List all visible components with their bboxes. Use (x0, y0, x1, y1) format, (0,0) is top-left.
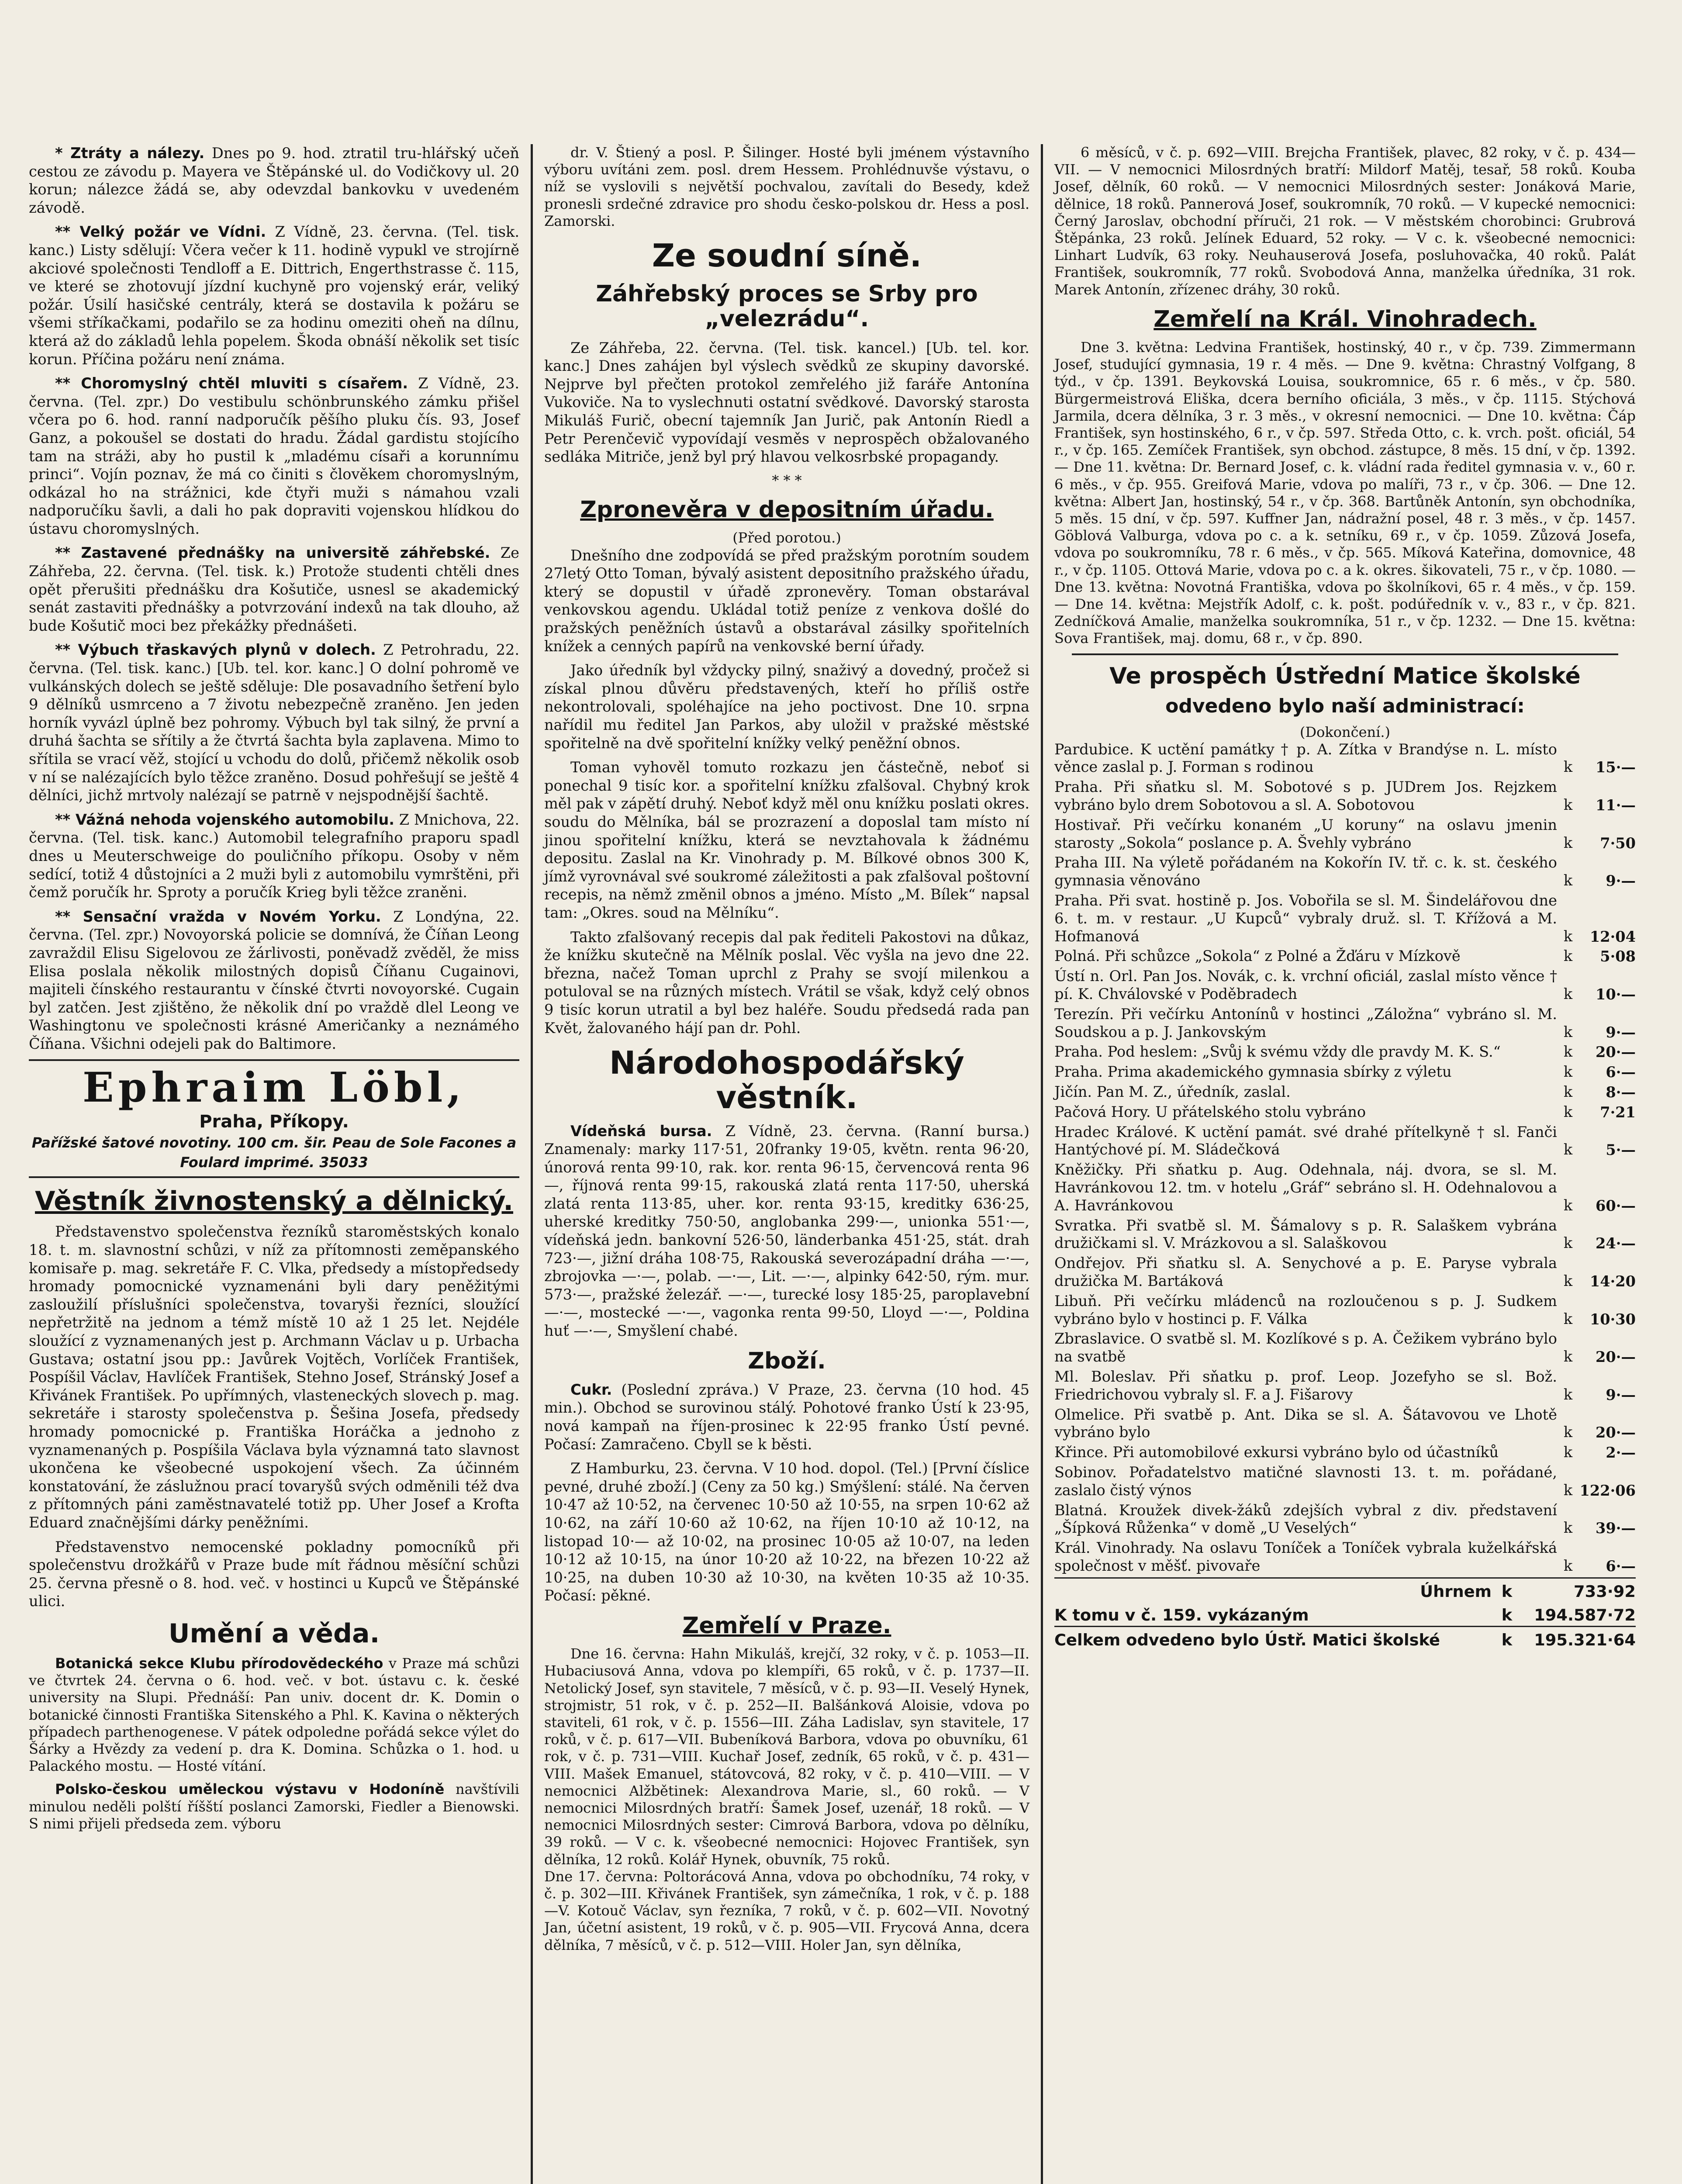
embezzle-subtitle: (Před porotou.) (732, 529, 841, 546)
science-item (29, 1781, 519, 1832)
donation-text: Libuň. Při večírku mládenců na rozloučenou s p. J. Sudkem vybráno bylo v hostinci p. F. Válka (1054, 1292, 1557, 1327)
econ-text: (Poslední zpráva.) V Praze, 23. června (10 hod. 45 min.). Obchod se surovinou stálý. Pohotové franko Ústí k 23·95, nová kampaň na říjen-prosinec k 22·95 franko Ústí pevné. Počasí: Zamračeno. Cbyll se k běsti. (544, 1381, 1029, 1453)
donation-amount: 24·— (1596, 1234, 1636, 1252)
donation-row (1054, 1254, 1636, 1290)
matice-subtitle: odvedeno bylo naší administrací: (1165, 695, 1525, 717)
donation-amount: 20·— (1596, 1043, 1636, 1061)
grand-total-row (1054, 1626, 1636, 1651)
science-lead: Polsko-českou uměleckou výstavu v Hodoníně (55, 1781, 445, 1798)
ad-address: Praha, Příkopy. (199, 1111, 349, 1132)
donation-row (1054, 968, 1636, 1003)
donation-amount: 60·— (1596, 1196, 1636, 1214)
donation-currency: k (1563, 1272, 1573, 1289)
donation-currency: k (1563, 1063, 1573, 1081)
donation-currency: k (1563, 1424, 1573, 1441)
econ-item (544, 1122, 1029, 1340)
donation-text: Jičín. Pan M. Z., úředník, zaslal. (1054, 1083, 1291, 1100)
donation-row (1054, 947, 1636, 965)
donation-currency: k (1563, 1196, 1573, 1214)
donation-currency: k (1563, 872, 1573, 889)
deaths-title: Zemřelí v Praze. (682, 1612, 891, 1639)
divider (1072, 653, 1618, 655)
donation-currency: k (1563, 1481, 1573, 1499)
grand-total-label: Celkem odvedeno bylo Ústř. Matici školské (1054, 1630, 1440, 1649)
news-text: Ze Záhřeba, 22. června. (Tel. tisk. k.) Protože studenti chtěli dnes opět přerušiti přednášku dra Košutiče, usnesl se akademický senát zastaviti přednášky a potvrzování indexů na tak dlouho, až bude Košutič moci bez překážky přednášeti. (29, 544, 519, 634)
ad-text (29, 1133, 519, 1172)
donation-row (1054, 1123, 1636, 1159)
news-lead: ** Vážná nehoda vojenského automobilu. (55, 811, 395, 828)
section-title-science: Umění a věda. (168, 1618, 380, 1649)
donation-currency: k (1563, 1310, 1573, 1327)
separator-asterisks: * * * (772, 472, 802, 489)
matice-note: (Dokončení.) (1299, 724, 1391, 741)
donation-row (1054, 1217, 1636, 1253)
donation-row (1054, 778, 1636, 814)
donation-amount: 20·— (1596, 1348, 1636, 1366)
donation-amount: 122·06 (1579, 1481, 1636, 1499)
donation-amount: 6·— (1606, 1557, 1636, 1575)
donation-text: Sobinov. Pořadatelstvo matičné slavnosti 13. t. m. pořádané, zaslalo čistý výnos (1054, 1463, 1557, 1499)
donation-text: Blatná. Kroužek divek-žáků zdejších vybral z div. představení „Šípková Růženka“ v domě „U Veselých“ (1054, 1501, 1557, 1537)
matice-title: Ve prospěch Ústřední Matice školské (1109, 663, 1581, 689)
vinohrady-title: Zemřelí na Král. Vinohradech. (1154, 306, 1537, 332)
econ-item: Z Hamburku, 23. června. V 10 hod. dopol. (Tel.) [První číslice pevné, druhé zboží.] (Ceny za 50 kg.) Smýšlení: stálé. Na červen 10·47 až 10·52, na červenec 10·50 až 10·55, na srpen 10·62 až 10·62, na září 10·60 až 10·62, na říjen 10·10 až 10·12, na listopad 10·— až 10·02, na prosinec 10·05 až 10·07, na leden 10·12 až 10·15, na únor 10·20 až 10·22, na březen 10·22 až 10·25, na duben 10·30 až 10·30, na květen 10·35 až 10·35. Počasí: pěkné. (544, 1460, 1029, 1604)
donation-amount: 8·— (1606, 1083, 1636, 1101)
donation-text: Ml. Boleslav. Při sňatku p. prof. Leop. Jozefyho se sl. Bož. Friedrichovou vybraly sl. F. a J. Fišarovy (1054, 1368, 1557, 1403)
science-text: v Praze má schůzi ve čtvrtek 24. června o 6. hod. več. v bot. ústavu c. k. české university na Slupi. Přednáší: Pan univ. docent dr. K. Domin o botanické činnosti Františka Sitenského a Phl. K. Kavina o některých případech parthenogenese. V pátek odpoledne pořádá sekce výlet do Šárky a Hvězdy za vedení p. dra K. Domina. Schůzka o 1. hod. u Palackého mostu. — Hosté vítání. (29, 1655, 520, 1775)
donation-text: Zbraslavice. O svatbě sl. M. Kozlíkové s p. A. Čežikem vybráno bylo na svatbě (1054, 1330, 1557, 1365)
previous-k: k (1501, 1605, 1513, 1624)
donation-currency: k (1563, 1444, 1573, 1461)
vinohrady-text: Dne 3. května: Ledvina František, hostinský, 40 r., v čp. 739. Zimmermann Josef, studující gymnasia, 19 r. 4 měs. — Dne 9. května: Chrastný Volfgang, 8 týd., v čp. 1391. Beykovská Louisa, soukromnice, 65 r. 6 měs., v čp. 580. Bürgermeistrová Eliška, dcera berního oficiála, 3 měs., v čp. 1115. Stýchová Jarmila, dcera dělníka, 3 r. 3 měs., v okresní nemocnici. — Dne 10. května: Čáp František, syn hostinského, 6 r., v čp. 597. Středa Otto, c. k. vrch. pošt. oficiál, 54 r., v čp. 165. Zemíček František, syn obchod. zástupce, 8 měs. 15 dní, v čp. 1392. — Dne 11. května: Dr. Bernard Josef, c. k. vládní rada ředitel gymnasia v. v., 60 r. 6 měs., v čp. 955. Greifová Marie, vdova po malíři, 73 r., v čp. 306. — Dne 12. května: Albert Jan, hostinský, 54 r., v čp. 368. Bartůněk Antonín, syn obchodníka, 5 měs. 15 dní, v čp. 597. Kuffner Jan, nádražní posel, 48 r. 3 měs., v čp. 1457. Göblová Valburga, vdova po c. a k. setníku, 69 r., v čp. 1059. Zůzová Josefa, vdova po soukromníku, 78 r. 6 měs., v čp. 565. Míková Kateřina, domovnice, 48 r., v čp. 1105. Ottová Marie, vdova po c. a k. okres. šikovateli, 75 r., v čp. 1080. — Dne 13. května: Novotná Františka, vdova po školníkovi, 65 r. 4 měs., v čp. 159. — Dne 14. května: Mejstřík Adolf, c. k. pošt. podúředník v. v., 83 r., v čp. 821. Zedníčková Amalie, manželka soukromníka, 51 r., v čp. 1232. — Dne 15. května: Sova František, maj. domu, 68 r., v čp. 890. (1054, 339, 1636, 647)
ad-code: 35033 (319, 1154, 368, 1171)
previous-row (1054, 1602, 1636, 1626)
donation-amount: 12·04 (1589, 927, 1636, 945)
donation-amount: 10·— (1596, 985, 1636, 1003)
news-text: Z Mnichova, 22. června. (Tel. tisk. kanc.) Automobil telegrafního praporu spadl dnes u Meuterschweige do pouličního příkopu. Osoby v něm sedící, totiž 4 důstojníci a 2 muži byli z automobilu vymrštěni, při čemž poručík hr. Sproty a poručík Krieg byli těžce zraněni. (29, 811, 519, 901)
donation-text: Olmelice. Při svatbě p. Ant. Dika se sl. A. Šátavovou ve Lhotě vybráno bylo (1054, 1406, 1557, 1441)
news-lead: ** Velký požár ve Vídni. (55, 223, 266, 241)
donation-currency: k (1563, 834, 1573, 851)
donation-text: Hradec Králové. K uctění památ. své drahé přítelkyně † sl. Fanči Hantýchové pí. M. Sládečková (1054, 1123, 1557, 1158)
news-lead: ** Výbuch třaskavých plynů v dolech. (55, 641, 376, 659)
donation-row (1054, 1083, 1636, 1101)
embezzle-paragraph: Takto zfalšovaný recepis dal pak řediteli Pakostovi na důkaz, že knížku skutečně na Mělník poslal. Věc vyšla na jevo dne 22. března, načež Toman uprchl z Prahy se svojí milenkou a potuloval se na různých místech. Vrátil se však, když celý obnos 9 tisíc korun utratil a byl bez haléře. Soudu předsedá rada pan Květ, žalovaného hájí pan dr. Pohl. (544, 928, 1029, 1037)
news-item (29, 811, 519, 902)
exhibition-text: dr. V. Štiený a posl. P. Šilinger. Hosté byli jménem výstavního výboru uvítáni zem. posl. drem Hessem. Prohlédnuvše výstavu, o níž se vyslovili s největší pochvalou, zavítali do Besedy, kdež pronesli srdečné zdravice pro shodu česko-polskou dr. Hess a posl. Zamorski. (544, 144, 1029, 229)
donation-row (1054, 1368, 1636, 1404)
news-item (29, 544, 519, 635)
news-lead: ** Zastavené přednášky na universitě záhřebské. (55, 544, 490, 562)
donation-text: Praha. Pod heslem: „Svůj k svému vždy dle pravdy M. K. S.“ (1054, 1043, 1501, 1061)
donation-currency: k (1563, 1386, 1573, 1403)
donation-row (1054, 1464, 1636, 1500)
subtotal-k: k (1501, 1582, 1513, 1601)
donation-amount: 9·— (1606, 1386, 1636, 1403)
econ-lead: Cukr. (570, 1381, 612, 1398)
donation-currency: k (1563, 1519, 1573, 1537)
donation-amount: 7·21 (1600, 1103, 1636, 1121)
donation-row (1054, 1502, 1636, 1538)
news-text: Z Vídně, 23. června. (Tel. tisk. kanc.) Listy sdělují: Včera večer k 11. hodině vypukl ve strojírně akciové společnosti Tendloff a E. Dittrich, Engerthstrasse č. 115, ve které se zhotovují jízdní kuchyně pro vojenský erár, veliký požár. Úsilí hasičské centrály, která se dostavila k požáru se všemi stříkačkami, podařilo se za hodinu omeziti oheň na dílnu, která až do základů lehla popelem. Škoda obnáší několik set tisíc korun. Příčina požáru není známa. (29, 223, 519, 368)
news-item (29, 374, 519, 538)
donation-row (1054, 1063, 1636, 1081)
embezzle-paragraph: Toman vyhověl tomuto rozkazu jen částečně, neboť si ponechal 9 tisíc kor. a spořitelní knížku zfalšoval. Chybný krok měl pak v zápětí druhý. Neboť když měl onu knížku poslati okres. soudu do Mělníka, bál se prozrazení a doposlal tam místo ní jinou spořitelní knížku, která se nevztahovala k žádnému depositu. Zaslal na Kr. Vinohrady p. M. Bílkové obnos 300 K, jímž vyrovnával své soukromé záležitosti a pak zfalšoval poštovní recepis, na němž změnil obnos a jméno. Místo „M. Bílek“ napsal tam: „Okres. soud na Mělníku“. (544, 759, 1029, 921)
donation-amount: 39·— (1596, 1519, 1636, 1537)
donation-amount: 5·08 (1600, 947, 1636, 965)
donation-currency: k (1563, 1023, 1573, 1040)
news-text: Z Vídně, 23. června. (Tel. zpr.) Do vestibulu schönbrunského zámku přišel včera po 6. hod. ranní nadporučík pěšího pluku čís. 93, Josef Ganz, a pokoušel se dostati do hradu. Žádal gardistu stojícího tam na stráži, aby ho pustil k „mladému císaři a korunnímu princi“. Vojín poznav, že má co činiti s člověkem choromyslným, odkázal ho na strážnici, kde čtyři muži s námahou vzali nadporučíku šavli, a dali ho pak dopraviti vojenskou hlídkou do ústavu choromyslných. (29, 375, 519, 537)
donation-currency: k (1563, 1083, 1573, 1100)
econ-text: Z Vídně, 23. června. (Ranní bursa.) Znamenaly: marky 117·51, 20franky 19·05, květn. renta 96·20, únorová renta 99·10, rak. kor. renta 96·15, červencová renta 96—, říjnová renta 99·15, rakouská zlatá renta 117·50, uherská zlatá renta 113·85, uher. kor. renta 93·15, kreditky 636·25, uherské kreditky 750·50, anglobanka 299·—, unionka 551·—, vídeňská jedn. bankovní 526·50, länderbanka 451·25, stát. drah 723·—, jižní dráha 108·75, Rakouská severozápadní dráha —·—, zbrojovka —·—, polab. —·—, Lit. —·—, alpinky 642·50, rým. mur. 573·—, pražské železář. —·—, turecké losy 185·25, paroplavební —·—, mostecké —·—, vagonka renta 99·50, Lloyd —·—, Poldina huť —·—, Smyšlení chabé. (544, 1122, 1029, 1340)
news-item (29, 223, 519, 368)
news-item (29, 908, 519, 1053)
donation-row (1054, 854, 1636, 890)
embezzle-paragraph: Dnešního dne zodpovídá se před pražským porotním soudem 27letý Otto Toman, bývalý asistent depositního pražského úřadu, který se dopustil v úřadě zpronevěry. Toman obstarával venkovskou agendu. Ukládal totiž peníze z venkova došlé do pražských peněžních ústavů a obstarával zásilky spořitelních knížek a cenných papírů na venkovské berní úřady. (544, 546, 1029, 655)
donation-currency: k (1563, 1103, 1573, 1120)
donation-row (1054, 816, 1636, 852)
embezzle-title: Zpronevěra v depositním úřadu. (580, 497, 994, 523)
donation-amount: 15·— (1596, 758, 1636, 776)
donation-text: Ústí n. Orl. Pan Jos. Novák, c. k. vrchní oficiál, zaslal místo věnce † pí. K. Chválovské v Poděbradech (1054, 968, 1557, 1002)
donation-row (1054, 892, 1636, 945)
subtotal-amount: 733·92 (1574, 1582, 1636, 1601)
news-text: Dnes po 9. hod. ztratil tru-hlářský učeň cestou ze závodu p. Mayera ve Štěpánské ul. do Vodičkovy ul. 20 korun; nálezce žádá se, aby odevzdal bankovku v uvedeném závodě. (29, 145, 519, 216)
donation-text: Pačová Hory. U přátelského stolu vybráno (1054, 1103, 1366, 1120)
ad-company-name: Ephraim Löbl, (83, 1063, 466, 1112)
donation-amount: 9·— (1606, 872, 1636, 890)
donation-text: Hostivař. Při večírku konaném „U koruny“ na oslavu jmenin starosty „Sokola“ poslance p. A. Švehly vybráno (1054, 816, 1557, 851)
donation-currency: k (1563, 1141, 1573, 1158)
deaths-text: Dne 16. června: Hahn Mikuláš, krejčí, 32 roky, v č. p. 1053—II. Hubaciusová Anna, vdova po klempíři, 65 roků, v č. p. 1737—II. Netolický Josef, syn stavitele, 7 měsíců, v č. p. 93—II. Veselý Hynek, strojmistr, 51 rok, v č. p. 252—II. Balšánková Aloisie, vdova po staviteli, 61 rok, v č. p. 1556—III. Záha Ladislav, syn stavitele, 17 roků, v č. p. 617—VII. Bubeníková Barbora, vdova po obuvníku, 61 rok, v č. p. 731—VIII. Kuchař Josef, zedník, 65 roků, v č. p. 431—VIII. Mašek Emanuel, státovcová, 82 roky, v č. p. 410—VIII. — V nemocnici Alžbětinek: Alexandrova Marie, sl., 60 roků. — V nemocnici Milosrdných bratří: Šamek Josef, uzenář, 18 roků. — V nemocnici Milosrdných sester: Cimrová Barbora, vdova po dělníku, 39 roků. — V c. k. všeobecné nemocnici: Hojovec František, syn dělníka, 12 roků. Kolář Hynek, obuvník, 75 roků. Dne 17. června: Poltorácová Anna, vdova po obchodníku, 74 roky, v č. p. 302—III. Křivánek František, syn zámečníka, 1 rok, v č. p. 188—V. Kotouč Václav, syn řezníka, 7 roků, v č. p. 602—VII. Novotný Jan, účetní asistent, 19 roků, v č. p. 905—VII. Frycová Anna, dcera dělníka, 7 měsíců, v č. p. 512—VIII. Holer Jan, syn dělníka, (544, 1645, 1029, 1953)
trade-item: Představenstvo nemocenské pokladny pomocníků při společenstvu drožkářů v Praze bude mít řádnou měsíční schůzi 25. června přesně o 8. hod. več. v hostinci u Kupců ve Štěpánské ulici. (29, 1538, 519, 1610)
science-text: navštívili minulou neděli polští říšští poslanci Zamorski, Fiedler a Bienowski. S nimi přijeli předseda zem. výboru (29, 1781, 520, 1832)
donation-row (1054, 741, 1636, 777)
donation-amount: 6·— (1606, 1063, 1636, 1081)
embezzle-paragraph: Jako úředník byl vždycky pilný, snaživý a dovedný, pročež si získal plnou důvěru představených, kteří ho příliš ostře nekontrolovali, spoléhajíce na jeho poctivost. Dne 10. srpna nařídil mu ředitel Jan Parkos, aby uložil v pražské městské spořitelně na dvě spořitelní knížky velký peněžní obnos. (544, 662, 1029, 752)
donation-row (1054, 1406, 1636, 1442)
donation-row (1054, 1043, 1636, 1061)
donation-amount: 7·50 (1600, 834, 1636, 852)
donation-text: Kněžičky. Při sňatku p. Aug. Odehnala, náj. dvora, se sl. M. Havránkovou 12. tm. v hotelu „Gráf“ sebráno sl. H. Odehnalovou a A. Havránkovou (1054, 1161, 1557, 1214)
donation-row (1054, 1539, 1636, 1575)
donation-text: Křince. Při automobilové exkursi vybráno bylo od účastníků (1054, 1444, 1499, 1461)
previous-label: K tomu v č. 159. vykázaným (1054, 1605, 1309, 1624)
donation-text: Pardubice. K uctění památky † p. A. Zítka v Brandýse n. L. místo věnce zaslal p. J. Forman s rodinou (1054, 740, 1557, 776)
donation-currency: k (1563, 947, 1573, 965)
donation-row (1054, 1103, 1636, 1121)
donation-text: Praha. Při sňatku sl. M. Sobotové s p. JUDrem Jos. Rejzkem vybráno bylo drem Sobotovou a sl. A. Sobotovou (1054, 778, 1557, 814)
news-item (29, 641, 519, 804)
donation-text: Praha. Při svat. hostině p. Jos. Vobořila se sl. M. Šindelářovou dne 6. t. m. v restaur. „U Kupců“ vybraly druž. sl. T. Křížová a M. Hofmanová (1054, 892, 1557, 945)
donation-amount: 2·— (1606, 1444, 1636, 1462)
donation-amount: 10·30 (1589, 1310, 1636, 1328)
donation-currency: k (1563, 758, 1573, 776)
column-right (1041, 144, 1647, 2184)
section-title-economy: Národohospodářský věstník. (609, 1044, 964, 1116)
deaths-continued: 6 měsíců, v č. p. 692—VIII. Brejcha František, plavec, 82 roky, v č. p. 434—VII. — V nemocnici Milosrdných bratří: Mildorf Matěj, tesař, 58 roků. Kouba Josef, dělník, 60 roků. — V nemocnici Milosrdných sester: Jonáková Marie, dělnice, 18 roků. Pannerová Josef, soukromník, 70 roků. — V kupecké nemocnici: Černý Jaroslav, obchodní příruči, 21 rok. — V městském chorobinci: Grubrová Štěpánka, 23 roků. Jelínek Eduard, 52 roky. — V c. k. všeobecné nemocnici: Linhart Ludvík, 63 roky. Neuhauserová Josefa, posluhovačka, 40 roků. Palát František, soukromník, 77 roků. Svobodová Anna, manželka úředníka, 31 rok. Marek Antonín, zřízenec dráhy, 30 roků. (1054, 144, 1636, 298)
news-text: Z Petrohradu, 22. června. (Tel. tisk. kanc.) [Ub. tel. kor. kanc.] O dolní pohromě ve vulkánských dolech se ještě sděluje: Dle posavadního šetření bylo 9 dělníků usmrceno a 7 životu nebezpečně zraněno. Jen jeden horník vyvázl úplně bez pohromy. Výbuch byl tak silný, že první a druhá šachta se sřítily a že čtvrtá šachta byla zaplavena. Mimo to sřítila se vrací věž, stojící u vchodu do dolů, přičemž několik osob v ní se nalézajících bylo těžce zraněno. Dosud pohřešují se ještě 4 dělníci, jichž mrtvoly naléza​jí se patrně v nejspodnější šachtě. (29, 641, 519, 804)
news-text: Z Londýna, 22. června. (Tel. zpr.) Novoyorská policie se domnívá, že Číňan Leong zavraždil Elisu Sigelovou ze žárlivosti, poněvadž zvěděl, že miss Elisa poslala několik milostných dopisů Číňanu Cugainovi, majiteli čínského restaurantu v čínské čtvrti novoyorské. Cugain byl zatčen. Jest zjištěno, že několik dní po vraždě dlel Leong ve Washingtonu ve společnosti krásné Američanky a neznámého Číňana. Všichni odejeli pak do Baltimore. (29, 908, 519, 1052)
news-item (29, 144, 519, 217)
trade-item: Představenstvo společenstva řezníků staroměstských konalo 18. t. m. slavnostní schůzi, v níž za přítomnosti zeměpanského komisaře p. mag. sekretáře F. C. Vlka, předsedy a místopředsedy hromady pomocnické vyznamenáni byli dary peněžitými zasloužilí příslušníci společenstva, tovaryši řezníci, sloužící nepřetržitě na jednom a témž místě 10 až 1 25 let. Nejdéle sloužící z vyznamenaných jest p. Archmann Václav u p. Urbacha Gustava; ostatní jsou pp.: Javůrek Vojtěch, Vorlíček František, Pospíšil Václav, Havlíček František, Stehno Josef, Stránský Josef a Křivánek František. Po upřímných, vlasteneckých slovech p. mag. sekretáře i starosty společenstva p. Šešina Josefa, předsedy hromady pomocnické p. Františka Horáčka a jednoho z vyznamenaných p. Pospíšila Václava byla významná tato slavnost ukončena ke všeobecné uspokojení všech. Za účinném konstatování, že záslužnou prací tovaryšů svých odměnili též dva z přítomných páni zaměstnavatelé totiž pp. Uher Josef a Krofta Eduard značnějšími dárky peněžními. (29, 1223, 519, 1531)
advertisement-lobl (29, 1059, 519, 1178)
donation-currency: k (1563, 796, 1573, 814)
donation-currency: k (1563, 1043, 1573, 1061)
donation-list (1054, 741, 1636, 1575)
donation-currency: k (1563, 927, 1573, 945)
column-middle (531, 144, 1041, 2184)
donation-amount: 14·20 (1589, 1272, 1636, 1290)
donation-text: Praha III. Na výletě pořádaném na Kokořín IV. tř. c. k. st. českého gymnasia věnováno (1054, 854, 1557, 889)
donation-text: Svratka. Při svatbě sl. M. Šámalovy s p. R. Salaškem vybrána družičkami sl. V. Mrázkovou a sl. Salaškovou (1054, 1216, 1557, 1252)
donation-row (1054, 1161, 1636, 1214)
science-item (29, 1655, 519, 1775)
donation-text: Polná. Při schůzce „Sokola“ z Polné a Žďáru v Mízkově (1054, 947, 1461, 965)
donation-amount: 11·— (1596, 796, 1636, 814)
subtotal-label: Úhrnem (1420, 1582, 1492, 1601)
section-title-trade: Věstník živnostenský a dělnický. (35, 1186, 513, 1217)
donation-currency: k (1563, 1234, 1573, 1252)
donation-text: Terezín. Při večírku Antonínů v hostinci „Záložna“ vybráno sl. M. Soudskou a p. J. Jankovským (1054, 1005, 1557, 1040)
news-lead: ** Sensační vražda v Novém Yorku. (55, 908, 381, 925)
news-lead: ** Choromyslný chtěl mluviti s císařem. (55, 375, 408, 392)
donation-currency: k (1563, 1557, 1573, 1574)
ad-line: Pařížské šatové novotiny. 100 cm. šir. Peau de Sole Facones a Foulard imprimé. (31, 1134, 517, 1171)
court-text: Ze Záhřeba, 22. června. (Tel. tisk. kancel.) [Ub. tel. kor. kanc.] Dnes zahájen byl výslech svědků ze skupiny davorské. Nejprve byl přečten protokol zemřelého již faráře Antonína Vukoviče. Na to vyslechnuti ostatní svědkové. Davorský starosta Mikuláš Furič, obecní tajemník Jan Jurič, pak Antonín Riedl a Petr Perenčevič vypovídají vesměs v neprospěch obžalovaného sedláka Mitriče, jenž byl prý hlavou velkosrbské propagandy. (544, 339, 1029, 466)
goods-heading: Zboží. (748, 1348, 826, 1374)
donation-currency: k (1563, 1348, 1573, 1365)
donation-currency: k (1563, 985, 1573, 1002)
donation-row (1054, 1444, 1636, 1462)
donation-amount: 5·— (1606, 1141, 1636, 1159)
science-lead: Botanická sekce Klubu přírodovědeckého (55, 1655, 383, 1672)
donation-text: Praha. Prima akademického gymnasia sbírky z výletu (1054, 1063, 1452, 1081)
econ-item (544, 1381, 1029, 1453)
donation-row (1054, 1330, 1636, 1366)
previous-amount: 194.587·72 (1534, 1605, 1636, 1624)
grand-total-k: k (1501, 1630, 1513, 1649)
grand-total-amount: 195.321·64 (1534, 1630, 1636, 1649)
donation-row (1054, 1292, 1636, 1328)
donation-amount: 9·— (1606, 1023, 1636, 1041)
news-lead: * Ztráty a nálezy. (55, 145, 205, 162)
newspaper-page (17, 144, 1665, 2184)
donation-text: Ondřejov. Při sňatku sl. A. Senychové a p. E. Paryse vybrala družička M. Bartáková (1054, 1254, 1557, 1289)
section-title-court: Ze soudní síně. (652, 237, 922, 274)
donation-amount: 20·— (1596, 1424, 1636, 1441)
subtotal-row (1054, 1577, 1636, 1602)
donation-text: Král. Vinohrady. Na oslavu Toníček a Toníček vybrala kuželkářská společnost v měšť. pivovaře (1054, 1539, 1557, 1574)
donation-row (1054, 1006, 1636, 1041)
court-subtitle: Záhřebský proces se Srby pro „velezrádu“. (596, 281, 978, 332)
econ-lead: Vídeňská bursa. (570, 1122, 712, 1140)
column-left (17, 144, 531, 2184)
